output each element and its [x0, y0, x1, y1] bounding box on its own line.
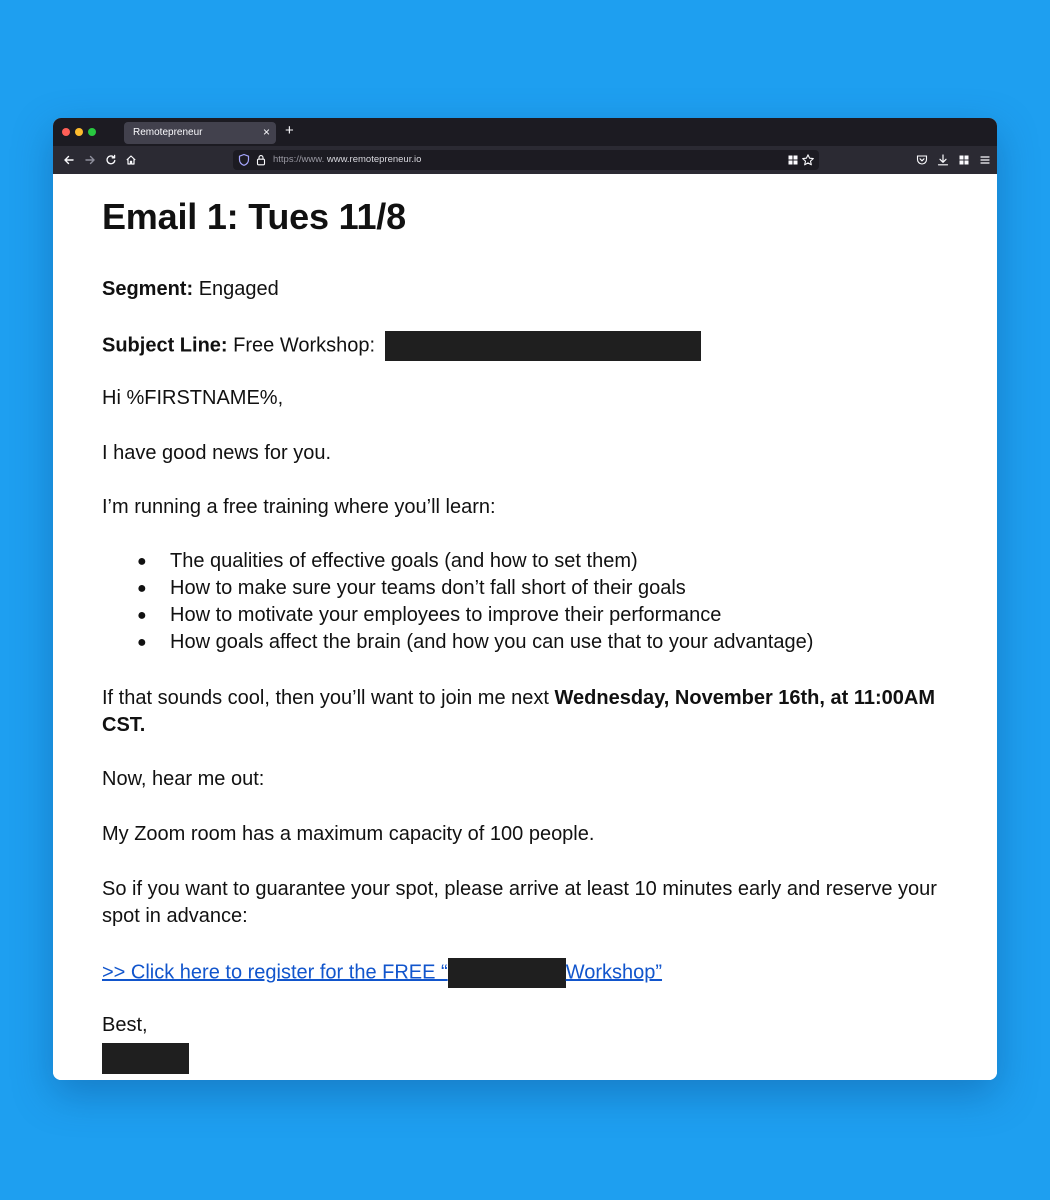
- register-link[interactable]: [102, 958, 662, 988]
- minimize-window-button[interactable]: [75, 128, 83, 136]
- back-arrow-icon: [63, 154, 75, 166]
- home-icon: [125, 154, 137, 166]
- bullet-icon: ●: [137, 553, 147, 570]
- signature-redaction: [102, 1043, 189, 1074]
- navigation-toolbar: [53, 146, 997, 174]
- workshop-timezone: CST.: [102, 714, 146, 736]
- home-button[interactable]: [123, 152, 139, 168]
- email-document: [53, 174, 997, 1080]
- url-host: www.remotepreneur.io: [326, 154, 422, 165]
- url-text[interactable]: [273, 154, 421, 165]
- bullet-text: How to make sure your teams don’t fall short of their goals: [170, 577, 686, 599]
- lock-icon[interactable]: [254, 153, 268, 167]
- bookmark-star-icon[interactable]: [801, 153, 815, 167]
- bullet-icon: ●: [137, 607, 147, 624]
- bullet-icon: ●: [137, 634, 147, 651]
- paragraph-date-line1: [102, 685, 935, 712]
- link-redaction: [448, 958, 566, 988]
- menu-hamburger-icon[interactable]: [978, 153, 992, 167]
- register-link-text-end[interactable]: Workshop”: [565, 961, 663, 984]
- zoom-window-button[interactable]: [88, 128, 96, 136]
- paragraph-reserve-line1: So if you want to guarantee your spot, please arrive at least 10 minutes early and reserve your: [102, 878, 937, 900]
- paragraph-training-intro: I’m running a free training where you’ll learn:: [102, 496, 496, 518]
- paragraph-good-news: I have good news for you.: [102, 442, 332, 464]
- segment-line: [102, 276, 279, 303]
- bullet-text: The qualities of effective goals (and how to set them): [170, 550, 638, 572]
- tab-bar: [53, 118, 997, 146]
- register-link-text-start[interactable]: >> Click here to register for the FREE “: [102, 961, 448, 984]
- paragraph-reserve-line2: spot in advance:: [102, 905, 248, 927]
- paragraph-hear-me-out: Now, hear me out:: [102, 768, 265, 790]
- downloads-icon[interactable]: [936, 153, 950, 167]
- subject-line: [102, 331, 701, 361]
- segment-label: Segment:: [102, 278, 194, 300]
- url-prefix: https://www.: [273, 154, 325, 165]
- tracking-protection-shield-icon[interactable]: [237, 153, 251, 167]
- close-window-button[interactable]: [62, 128, 70, 136]
- forward-arrow-icon: [84, 154, 96, 166]
- pocket-icon[interactable]: [915, 153, 929, 167]
- back-button[interactable]: [61, 152, 77, 168]
- subject-redaction: [385, 331, 701, 361]
- greeting: Hi %FIRSTNAME%,: [102, 387, 284, 409]
- extensions-icon[interactable]: [957, 153, 971, 167]
- tab-remotepreneur[interactable]: [124, 122, 276, 144]
- date-intro-text: If that sounds cool, then you’ll want to join me next: [102, 687, 549, 709]
- bullet-text: How to motivate your employees to improve their performance: [170, 604, 722, 626]
- workshop-datetime: Wednesday, November 16th, at 11:00AM: [554, 687, 936, 709]
- bullet-icon: ●: [137, 580, 147, 597]
- address-bar[interactable]: [233, 150, 819, 170]
- segment-value: Engaged: [198, 278, 279, 300]
- forward-button[interactable]: [82, 152, 98, 168]
- reload-icon: [105, 154, 117, 166]
- paragraph-capacity: My Zoom room has a maximum capacity of 100 people.: [102, 823, 595, 845]
- browser-window: [53, 118, 997, 1080]
- close-tab-icon[interactable]: ×: [262, 125, 270, 139]
- tab-title: Remotepreneur: [133, 127, 203, 138]
- bullet-text: How goals affect the brain (and how you can use that to your advantage): [170, 631, 814, 653]
- subject-label: Subject Line:: [102, 334, 228, 357]
- page-title: Email 1: Tues 11/8: [102, 196, 406, 237]
- new-tab-button[interactable]: +: [285, 122, 294, 139]
- reader-view-icon[interactable]: [786, 153, 800, 167]
- signoff: Best,: [102, 1014, 148, 1036]
- paragraph-date-line2: [102, 712, 145, 739]
- subject-value: Free Workshop:: [233, 334, 376, 357]
- reload-button[interactable]: [103, 152, 119, 168]
